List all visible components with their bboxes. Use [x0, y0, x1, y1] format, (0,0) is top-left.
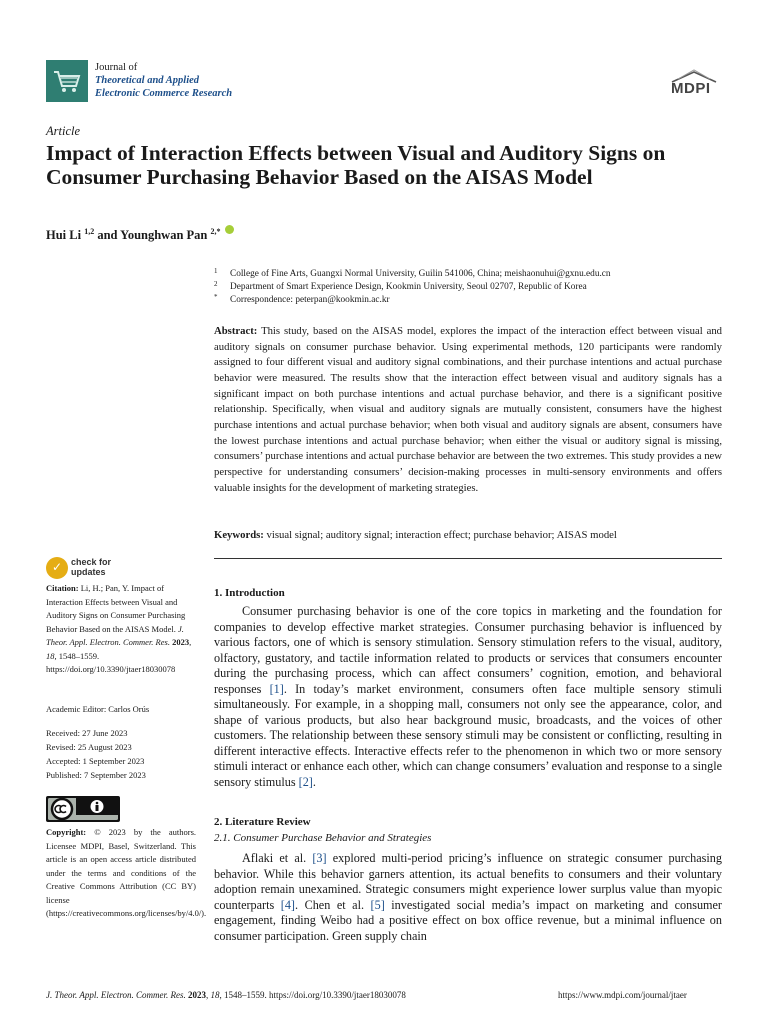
author-affiliation-mark: 2,* — [210, 226, 221, 236]
mdpi-logo — [666, 68, 722, 102]
mdpi-logo-text: MDPI — [671, 80, 711, 97]
correspondence-text: Correspondence: peterpan@kookmin.ac.kr — [230, 295, 390, 305]
paragraph-text: investigated social media’s impact on marketing and consumer engagement, finding Weibo had a positive effect on box office revenue, but a minimal influence on consumer participation. Green supply chain — [214, 897, 722, 943]
date-accepted: Accepted: 1 September 2023 — [46, 756, 145, 766]
citation-link[interactable]: [5] — [370, 897, 385, 912]
author-name: Younghwan Pan — [120, 228, 208, 242]
citation-link[interactable]: [4] — [280, 897, 295, 912]
abstract-text: This study, based on the AISAS model, explores the impact of the interaction effect between visual and auditory signals on consumer purchase behavior. Using experimental methods, 120 participants were randomly assigned to four different visual and auditory signal combinations, and their purchase intentions and actual purchase behavior were measured. The results show that the interaction effect between visual and auditory signals has a significant impact on both purchase intentions and actual purchase behavior, and there is a significant positive relationship. Specifically, when visual and auditory signals are mutually consistent, consumers have the highest purchase intentions and actual purchase behavior; when both visual and auditory signals are absent, consumers have the lowest purchase intentions and actual purchase behavior; when either the visual or auditory signal is missing, consumers’ purchase intentions and actual purchase behavior are between the two extremes. This study provides a new perspective for understanding consumers’ decision-making processes in multi-sensory environments and offers valuable insights for the development of marketing strategies. — [214, 325, 723, 494]
cc-by-icon — [46, 796, 120, 822]
literature-paragraph — [214, 851, 722, 944]
citation-doi-link[interactable]: , 1548–1559. https://doi.org/10.3390/jtaer18030078 — [46, 650, 176, 674]
abstract — [214, 324, 722, 496]
check-updates-line-2: updates — [71, 567, 106, 577]
footer-volume: 18 — [210, 990, 220, 1000]
article-type: Article — [46, 124, 81, 138]
journal-line-1: Journal of — [95, 62, 138, 73]
shopping-cart-icon — [46, 60, 88, 102]
correspondence — [214, 291, 390, 306]
affiliation-text: College of Fine Arts, Guangxi Normal University, Guilin 541006, China; meishaonuhui@gxnu.edu.cn — [230, 269, 611, 279]
paragraph-text: explored multi-period pricing’s influence on strategic consumer purchasing behavior. While this behavior garners attention, its actual benefits to consumers and their voluntary adoption remain unexamined. Strategic consumers might experience lower surplus value than myopic counterparts — [214, 851, 722, 912]
citation-volume: 18 — [46, 650, 55, 661]
cc-by-license-badge[interactable] — [46, 796, 120, 822]
paragraph-text: . In today’s market environment, consumers often face multiple sensory stimuli simultaneously. For example, in a shopping mall, consumers not only see the appearance, color, and shape of various products, but also hear background music, broadcasts, and the voices of other customers. The relationship between these sensory stimuli may be consistent or conflicting, resulting in different interactive effects. Interactive effects refer to the phenomenon in which two or more sensory stimuli interact or enhance each other, which can change consumers’ evaluation and response to a single sensory stimulus — [214, 681, 722, 790]
abstract-label: Abstract: — [214, 325, 258, 337]
citation-block: Citation: Li, H.; Pan, Y. Impact of Interaction Effects between Visual and Auditory Signs on Consumer Purchasing Behavior Based on the AISAS Model. J. Theor. Appl. Electron. Commer. Res. 2023, 18, 1548–1559. https://doi.org/10.3390/jtaer18030078 — [46, 583, 192, 674]
affiliation-mark: 2 — [214, 280, 218, 288]
citation-label: Citation: — [46, 583, 79, 593]
introduction-paragraph — [214, 604, 722, 791]
footer-journal: J. Theor. Appl. Electron. Commer. Res. — [46, 990, 186, 1000]
subsection-heading: 2.1. Consumer Purchase Behavior and Strategies — [214, 832, 432, 844]
paragraph-text: Aflaki et al. — [242, 851, 313, 865]
copyright-notice — [46, 826, 207, 921]
orcid-icon[interactable] — [225, 225, 234, 234]
section-heading-literature-review: 2. Literature Review — [214, 816, 311, 828]
journal-line-2: Theoretical and Applied — [95, 75, 200, 86]
affiliation-text: Department of Smart Experience Design, Kookmin University, Seoul 02707, Republic of Korea — [230, 282, 587, 292]
citation-link[interactable]: [3] — [312, 851, 327, 865]
paragraph-text: . Chen et al. — [295, 897, 371, 912]
citation-link[interactable]: [2] — [298, 775, 313, 790]
abstract-divider — [214, 558, 722, 559]
footer-journal-url[interactable]: https://www.mdpi.com/journal/jtaer — [558, 990, 687, 1000]
keywords-text: visual signal; auditory signal; interaction effect; purchase behavior; AISAS model — [266, 529, 617, 541]
section-heading-introduction: 1. Introduction — [214, 587, 285, 599]
check-for-updates-button[interactable] — [71, 557, 111, 577]
journal-name — [95, 61, 315, 100]
citation-text: Li, H.; Pan, Y. Impact of Interaction Effects between Visual and Auditory Signs on Consumer Purchasing Behavior Based on the AISAS Model. — [46, 583, 186, 634]
footer-year: 2023 — [188, 990, 206, 1000]
affiliation-mark: 1 — [214, 267, 218, 275]
copyright-label: Copyright: — [46, 827, 87, 837]
footer-doi-link[interactable]: , 1548–1559. https://doi.org/10.3390/jtaer18030078 — [219, 990, 406, 1000]
paragraph-text: . — [312, 775, 316, 790]
keywords — [214, 528, 722, 543]
copyright-text: © 2023 by the authors. Licensee MDPI, Basel, Switzerland. This article is an open access article distributed under the terms and conditions of the Creative Commons Attribution (CC BY) license (https://creativecommons.org/licenses/by/4.0/). — [46, 827, 207, 918]
check-updates-line-1: check for — [71, 557, 112, 567]
citation-link[interactable]: [1] — [269, 681, 284, 696]
paper-title: Impact of Interaction Effects between Visual and Auditory Signs on Consumer Purchasing Behavior Based on the AISAS Model — [46, 141, 666, 189]
affiliation-mark: * — [214, 293, 218, 301]
date-published: Published: 7 September 2023 — [46, 770, 146, 780]
citation-journal: J. Theor. Appl. Electron. Commer. Res. — [46, 623, 184, 647]
journal-line-3: Electronic Commerce Research — [95, 88, 233, 99]
author-separator: and — [97, 228, 121, 242]
keywords-label: Keywords: — [214, 529, 264, 541]
footer-citation: J. Theor. Appl. Electron. Commer. Res. 2023, 18, 1548–1559. https://doi.org/10.3390/jtaer18030078 — [46, 990, 406, 1000]
checkmark-icon: ✓ — [52, 560, 63, 574]
paragraph-text: Consumer purchasing behavior is one of the core topics in marketing and the foundation for companies to develop effective market strategies. Consumer purchasing behavior is influenced by various factors, one of which is sensory stimulation. Sensory stimulation refers to the visual, auditory, olfactory, gustatory, and tactile information related to products or services that consumers encounter during the purchasing process, which can affect consumers’ cognition, emotion, and behavioral responses — [214, 604, 722, 696]
date-received: Received: 27 June 2023 — [46, 728, 128, 738]
author-name: Hui Li — [46, 228, 82, 242]
author-affiliation-mark: 1,2 — [84, 226, 95, 236]
author-list — [46, 225, 234, 243]
citation-year: 2023 — [172, 637, 190, 647]
journal-logo — [46, 60, 88, 102]
date-revised: Revised: 25 August 2023 — [46, 742, 132, 752]
academic-editor: Academic Editor: Carlos Orús — [46, 704, 150, 714]
